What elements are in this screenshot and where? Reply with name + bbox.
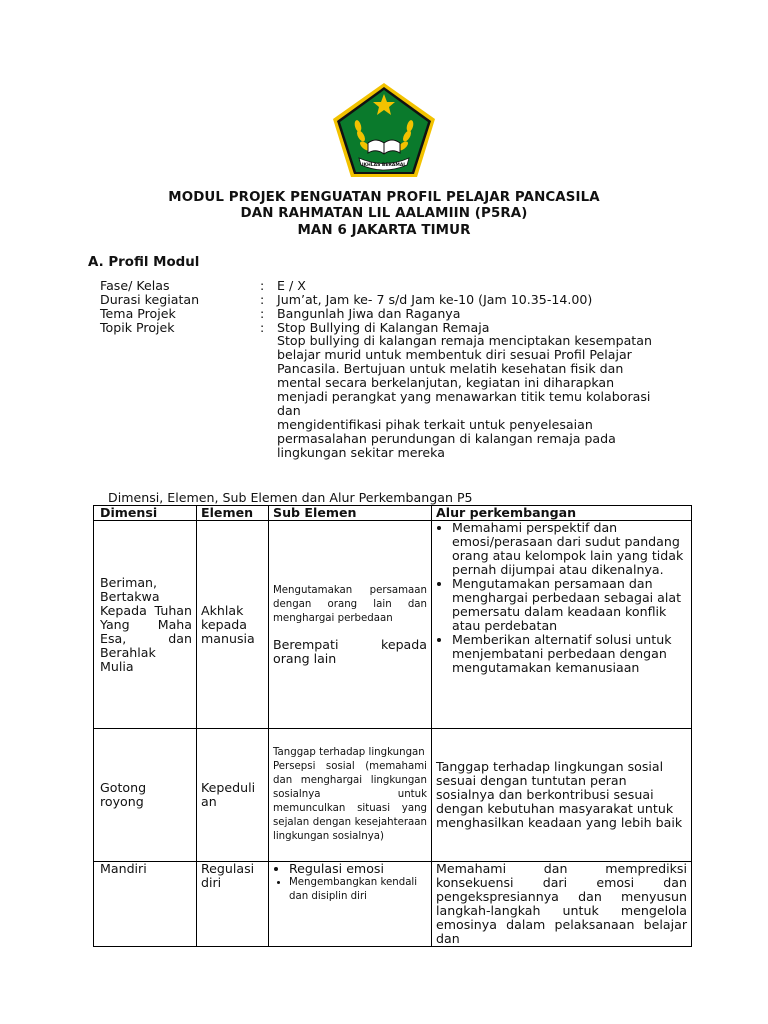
- alur-text: Tanggap terhadap lingkungan sosial: [436, 759, 664, 774]
- project-description: [277, 334, 697, 460]
- cell-sub-elemen: [269, 729, 432, 862]
- document-title-line3: MAN 6 JAKARTA TIMUR: [297, 223, 471, 238]
- profile-colon: :: [260, 320, 265, 335]
- profile-colon: :: [260, 278, 265, 293]
- description-line: menjadi perangkat yang menawarkan titik temu kolaborasi: [277, 389, 651, 404]
- sub-elemen-text: Mengutamakan persamaan dengan orang lain dan menghargai perbedaan: [273, 584, 427, 624]
- header-alur: Alur perkembangan: [432, 506, 692, 521]
- cell-elemen: Akhlak kepada manusia: [197, 521, 269, 729]
- cell-dimensi: Gotong royong: [94, 729, 197, 862]
- cell-alur: [432, 729, 692, 862]
- list-item: • Memahami perspektif dan emosi/perasaan dari sudut pandang orang atau kelompok lain yang tidak pernah dijumpai atau dikenalnya.: [452, 521, 687, 577]
- document-title-line2: DAN RAHMATAN LIL AALAMIIN (P5RA): [240, 206, 528, 221]
- alur-text: menghasilkan keadaan yang lebih baik: [436, 815, 683, 830]
- document-title-line1: MODUL PROJEK PENGUATAN PROFIL PELAJAR PANCASILA: [168, 190, 600, 205]
- profile-value: Jum’at, Jam ke- 7 s/d Jam ke-10 (Jam 10.35-14.00): [277, 292, 593, 307]
- description-line: mental secara berkelanjutan, kegiatan ini diharapkan: [277, 375, 615, 390]
- description-line: dan: [277, 403, 301, 418]
- profile-label: Fase/ Kelas: [100, 278, 170, 293]
- sub-elemen-text: Tanggap terhadap lingkungan: [273, 747, 425, 758]
- description-line: permasalahan perundungan di kalangan remaja pada: [277, 431, 616, 446]
- profile-label: Tema Projek: [100, 306, 176, 321]
- list-item: • Mengembangkan kendali dan disiplin diri: [289, 876, 427, 904]
- dimension-table-heading: Dimensi, Elemen, Sub Elemen dan Alur Perkembangan P5: [108, 490, 473, 505]
- profile-colon: :: [260, 292, 265, 307]
- header-elemen: Elemen: [197, 506, 269, 521]
- description-line: Pancasila. Bertujuan untuk melatih kesehatan fisik dan: [277, 361, 624, 376]
- sub-elemen-text: Persepsi sosial (memahami dan menghargai lingkungan sosialnya untuk memunculkan situasi yang sejalan dengan kesejahteraan lingkungan sosialnya): [273, 761, 427, 842]
- logo-motto-text: IKHLAS BERAMAL: [361, 163, 407, 168]
- kemenag-logo: [331, 81, 437, 179]
- profile-label: Durasi kegiatan: [100, 292, 200, 307]
- cell-elemen: Kepeduli an: [197, 729, 269, 862]
- header-sub-elemen: Sub Elemen: [269, 506, 432, 521]
- list-item: • Regulasi emosi: [289, 862, 427, 876]
- table-row: [94, 521, 692, 729]
- description-line: mengidentifikasi pihak terkait untuk penyelesaian: [277, 417, 593, 432]
- table-row: [94, 862, 692, 947]
- list-item: • Memberikan alternatif solusi untuk menjembatani perbedaan dengan mengutamakan kemanusiaan: [452, 633, 687, 675]
- alur-text: sesuai dengan tuntutan peran sosialnya dan berkontribusi sesuai dengan kebutuhan masyarakat untuk: [436, 773, 674, 816]
- cell-alur: Memahami dan memprediksi konsekuensi dari emosi dan pengekspresiannya dan menyusun langkah-langkah untuk mengelola emosinya dalam pelaksanaan belajar dan: [432, 862, 692, 947]
- table-row: [94, 729, 692, 862]
- cell-dimensi: Beriman, Bertakwa Kepada Tuhan Yang Maha Esa, dan Berahlak Mulia: [94, 521, 197, 729]
- profile-label: Topik Projek: [100, 320, 175, 335]
- kemenag-pentagon-logo-icon: [331, 81, 437, 179]
- sub-elemen-text: Berempati kepada orang lain: [273, 636, 427, 666]
- cell-alur: [432, 521, 692, 729]
- profile-colon: :: [260, 306, 265, 321]
- p5-dimension-table: [93, 505, 692, 947]
- profile-value: Bangunlah Jiwa dan Raganya: [277, 306, 461, 321]
- header-dimensi: Dimensi: [94, 506, 197, 521]
- section-heading-profil-modul: A. Profil Modul: [88, 255, 200, 270]
- profile-value: E / X: [277, 278, 306, 293]
- cell-dimensi: Mandiri: [94, 862, 197, 947]
- description-line: belajar murid untuk membentuk diri sesuai Profil Pelajar: [277, 347, 632, 362]
- description-line: Stop bullying di kalangan remaja menciptakan kesempatan: [277, 333, 652, 348]
- cell-sub-elemen: [269, 862, 432, 947]
- description-line: lingkungan sekitar mereka: [277, 445, 445, 460]
- cell-elemen: Regulasi diri: [197, 862, 269, 947]
- profile-value: Stop Bullying di Kalangan Remaja: [277, 320, 490, 335]
- list-item: • Mengutamakan persamaan dan menghargai perbedaan sebagai alat pemersatu dalam keadaan konflik atau perdebatan: [452, 577, 687, 633]
- cell-sub-elemen: [269, 521, 432, 729]
- table-header-row: [94, 506, 692, 521]
